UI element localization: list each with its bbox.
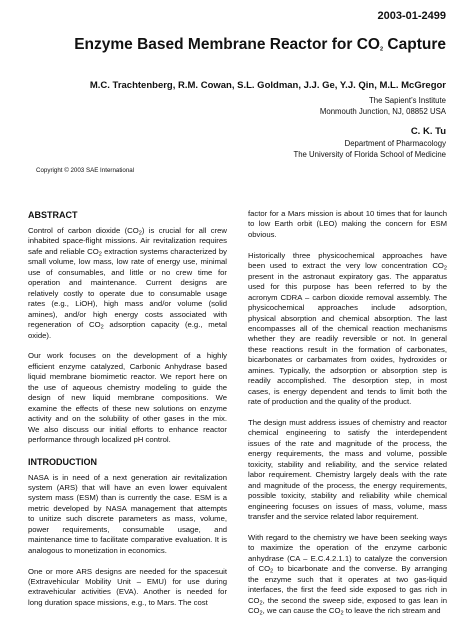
text-run: adsorption capacity (e.g., metal xyxy=(103,320,227,330)
text-run: obvious. xyxy=(248,229,277,239)
text-run: to unitize such discrete parameters as mass, volume, xyxy=(28,514,227,524)
affiliation-1-line-1: The Sapient’s Institute xyxy=(368,96,446,105)
text-run: physical absorption and chemical absorption. The last xyxy=(248,313,447,323)
text-line xyxy=(248,543,447,553)
text-line xyxy=(248,282,447,292)
text-run: examine the effects of these new solutions on enzyme xyxy=(28,403,227,413)
text-line xyxy=(28,383,227,393)
abstract-heading: ABSTRACT xyxy=(28,210,78,220)
text-run: inhabited space-flight missions. Air revitalization requires xyxy=(28,236,227,246)
title-subscript: 2 xyxy=(380,46,384,53)
paper-number: 2003-01-2499 xyxy=(377,10,446,22)
text-line xyxy=(248,481,447,491)
text-run: relatively costly to operate due to consumable usage xyxy=(28,288,227,298)
affiliation-2-line-1: Department of Pharmacology xyxy=(344,139,446,148)
text-line xyxy=(248,314,447,324)
text-run: physicochemical approaches include adsorption, xyxy=(248,303,447,313)
text-line xyxy=(28,483,227,493)
text-run: oxide). xyxy=(28,330,52,340)
text-line xyxy=(28,331,227,341)
text-run: to low Earth orbit (LEO) making the concern for ESM xyxy=(248,219,447,229)
paper-title xyxy=(0,36,446,54)
text-run: to leave the rich stream and xyxy=(343,606,441,616)
subscript: 2 xyxy=(259,610,263,617)
text-line xyxy=(248,533,447,543)
text-line xyxy=(248,418,447,428)
text-run: whether they are readily reversible or not. In general xyxy=(248,334,447,344)
text-run: the enzyme such that it operates at two gas-liquid xyxy=(248,574,447,584)
author-2: C. K. Tu xyxy=(410,126,446,137)
text-run: operation and maintenance. Current designs are xyxy=(28,278,227,288)
text-line xyxy=(248,376,447,386)
text-run: bicarbonates or carbamates from oxides, hydroxides or xyxy=(248,355,447,365)
text-run: performance through localized pH control. xyxy=(28,435,171,445)
text-run: activity and on the solubility of other gases in the mix. xyxy=(28,414,227,424)
text-run: cases, is energy dependent and tends to limit both the xyxy=(248,386,447,396)
text-line xyxy=(28,320,227,330)
affiliation-2-line-2: The University of Florida School of Medicine xyxy=(293,149,446,159)
text-line xyxy=(28,493,227,503)
text-run: to maximize the operation of the enzyme carbonic xyxy=(248,543,447,553)
text-line xyxy=(28,425,227,435)
subscript: 2 xyxy=(443,265,447,272)
text-line xyxy=(248,251,447,261)
text-line xyxy=(28,414,227,424)
text-line xyxy=(28,372,227,382)
text-run: analogous to monetization in economics. xyxy=(28,545,167,555)
text-run: long duration space missions, e.g., to Mars. The cost xyxy=(28,597,208,607)
text-run: factor for a Mars mission is about 10 times that for launch xyxy=(248,209,447,218)
text-run: , the second the sweep side, exposed to gas lean in xyxy=(262,595,447,605)
text-line xyxy=(28,473,227,483)
text-line xyxy=(248,470,447,480)
text-line xyxy=(248,334,447,344)
text-run: metric developed by NASA management that attempts xyxy=(28,503,227,513)
text-line xyxy=(248,355,447,365)
text-run: readily accomplished. The desorption step, in most xyxy=(248,376,447,386)
text-run: used for this purpose has been referred to by the xyxy=(248,282,447,292)
text-line xyxy=(28,535,227,545)
abstract-paragraph-1 xyxy=(28,226,227,341)
text-run: rates (e.g., LiOH), high mass and/or volume (solid xyxy=(28,299,227,309)
text-run: possible toxicity, stability and reliability while chemical xyxy=(248,491,447,501)
text-line xyxy=(248,272,447,282)
text-line xyxy=(248,324,447,334)
text-line xyxy=(248,575,447,585)
text-run: engineering focuses on issues of mass, volume, mass xyxy=(248,501,447,511)
text-run: The design must address issues of chemistry and reactor xyxy=(248,418,447,428)
text-run: been used to extract the very low concentration CO xyxy=(248,261,444,271)
text-run: liquid membrane biomimetic reactor. We report here on xyxy=(28,372,227,382)
text-run: maintenance time to facilitate comparative evaluation. It is xyxy=(28,535,227,545)
text-run: ) is crucial for all crew xyxy=(141,226,227,235)
left-column xyxy=(28,209,227,608)
text-line xyxy=(28,404,227,414)
copyright-notice: Copyright © 2003 SAE International xyxy=(36,167,135,174)
introduction-paragraph-2 xyxy=(28,567,227,609)
chemistry-paragraph xyxy=(248,533,447,617)
text-run: Our work focuses on the development of a highly xyxy=(28,351,227,361)
text-run: transfer and the service related labor requirement. xyxy=(248,512,419,522)
text-line xyxy=(248,428,447,438)
text-run: design of new liquid membrane compositions. We xyxy=(28,393,227,403)
text-line xyxy=(248,397,447,407)
text-run: energy requirements, the mass and volume, possible xyxy=(248,449,447,459)
text-line xyxy=(248,606,447,616)
text-line xyxy=(28,257,227,267)
text-run: extravehicular activities (EVA). Another is needed for xyxy=(28,587,227,597)
design-paragraph xyxy=(248,418,447,523)
right-column xyxy=(248,209,447,617)
text-line xyxy=(248,491,447,501)
text-line xyxy=(28,435,227,445)
subscript: 2 xyxy=(270,568,274,575)
subscript: 2 xyxy=(259,600,263,607)
title-end: Capture xyxy=(383,36,446,53)
text-run: encompasses all of the chemical reaction mechanisms xyxy=(248,323,447,333)
text-line xyxy=(28,525,227,535)
text-line xyxy=(28,351,227,361)
text-line xyxy=(248,512,447,522)
text-line xyxy=(248,596,447,606)
text-run: Historically three physicochemical approaches have xyxy=(248,250,447,260)
affiliation-2 xyxy=(293,139,446,161)
text-line xyxy=(248,564,447,574)
text-line xyxy=(248,230,447,240)
text-run: amines), and/or high energy costs associated with xyxy=(28,309,227,319)
text-run: issues of the rate and magnitude of the process, the xyxy=(248,438,447,448)
text-run: CO xyxy=(248,606,260,616)
text-run: rate of production and the quality of the product. xyxy=(248,397,412,407)
text-line xyxy=(28,567,227,577)
text-line xyxy=(28,546,227,556)
text-run: power requirements, consumable usage, and xyxy=(28,524,227,534)
text-line xyxy=(248,387,447,397)
affiliation-1 xyxy=(320,96,446,118)
text-run: , we can cause the CO xyxy=(262,606,341,616)
text-line xyxy=(248,303,447,313)
text-run: CO xyxy=(248,595,260,605)
text-run: toxicity, stability and reliability, and the service related xyxy=(248,459,447,469)
text-line xyxy=(28,587,227,597)
subscript: 2 xyxy=(138,230,142,237)
text-run: use of consumables, and little or no crew time for xyxy=(28,267,227,277)
text-run: system (ARS) that will have an even lower equivalent xyxy=(28,482,227,492)
text-line xyxy=(28,393,227,403)
text-run: small volume, low mass, low rate of energy use, minimal xyxy=(28,257,227,267)
text-run: We also discuss our initial efforts to enhance reactor xyxy=(28,424,227,434)
text-line xyxy=(248,209,447,219)
text-run: With regard to the chemistry we have been seeking ways xyxy=(248,533,447,542)
text-run: chemical engineering to satisfy the interdependent xyxy=(248,428,447,438)
text-line xyxy=(28,504,227,514)
text-run: extraction systems characterized by xyxy=(101,246,227,256)
text-line xyxy=(248,460,447,470)
text-line xyxy=(248,502,447,512)
abstract-paragraph-2 xyxy=(28,351,227,445)
text-line xyxy=(28,268,227,278)
text-line xyxy=(28,598,227,608)
text-line xyxy=(28,289,227,299)
author-list: M.C. Trachtenberg, R.M. Cowan, S.L. Goldman, J.J. Ge, Y.J. Qin, M.L. McGregor xyxy=(89,80,446,91)
text-run: (Extravehicular Mobility Unit – EMU) for use during xyxy=(28,577,227,587)
text-run: efficient enzyme catalyzed, Carbonic Anhydrase based xyxy=(28,361,227,371)
text-line xyxy=(248,449,447,459)
text-line xyxy=(28,299,227,309)
text-run: to bicarbonate and the converse. By arranging xyxy=(273,564,447,574)
text-line xyxy=(28,278,227,288)
text-line xyxy=(248,366,447,376)
text-run: NASA is in need of a next generation air revitalization xyxy=(28,472,227,482)
text-line xyxy=(248,585,447,595)
text-line xyxy=(28,236,227,246)
text-run: One or more ARS designs are needed for the spacesuit xyxy=(28,566,227,576)
subscript: 2 xyxy=(100,324,104,331)
text-run: labor requirement. Chemistry largely deals with the rate xyxy=(248,470,447,480)
text-line xyxy=(248,345,447,355)
text-run: Control of carbon dioxide (CO xyxy=(28,226,139,235)
introduction-paragraph-1 xyxy=(28,473,227,557)
text-line xyxy=(248,261,447,271)
text-run: regeneration of CO xyxy=(28,320,101,330)
text-line xyxy=(28,514,227,524)
history-paragraph xyxy=(248,251,447,408)
continued-paragraph xyxy=(248,209,447,240)
text-run: these reactions result in the formation of carbonates, xyxy=(248,344,447,354)
text-run: acronym CDRA – carbon dioxide removal assembly. The xyxy=(248,292,447,302)
text-line xyxy=(28,577,227,587)
text-run: amines. Typically, the adsorption or absorption step is xyxy=(248,365,447,375)
affiliation-1-line-2: Monmouth Junction, NJ, 08852 USA xyxy=(319,106,446,116)
text-run: anhydrase (CA – E.C.4.2.1.1) to catalyze the conversion xyxy=(248,553,447,563)
title-main: Enzyme Based Membrane Reactor for CO xyxy=(74,36,380,53)
introduction-heading: INTRODUCTION xyxy=(28,456,97,467)
text-run: and magnitude of the process, the energy requirements, xyxy=(248,480,447,490)
text-run: system mass (ESM) than is currently the case. ESM is a xyxy=(28,493,227,503)
text-line xyxy=(248,293,447,303)
text-run: present in the astronaut expiratory gas. The apparatus xyxy=(248,271,447,281)
text-line xyxy=(28,226,227,236)
text-line xyxy=(28,310,227,320)
text-run: the use of aqueous chemistry modeling to guide the xyxy=(28,382,227,392)
text-run: safe and reliable CO xyxy=(28,246,99,256)
subscript: 2 xyxy=(98,251,102,258)
text-line xyxy=(248,439,447,449)
text-run: interfaces, the first the feed side exposed to gas rich in xyxy=(248,585,447,595)
subscript: 2 xyxy=(340,610,344,617)
text-line xyxy=(248,554,447,564)
text-line xyxy=(28,247,227,257)
text-run: of CO xyxy=(248,564,271,574)
text-line xyxy=(28,362,227,372)
text-line xyxy=(248,219,447,229)
